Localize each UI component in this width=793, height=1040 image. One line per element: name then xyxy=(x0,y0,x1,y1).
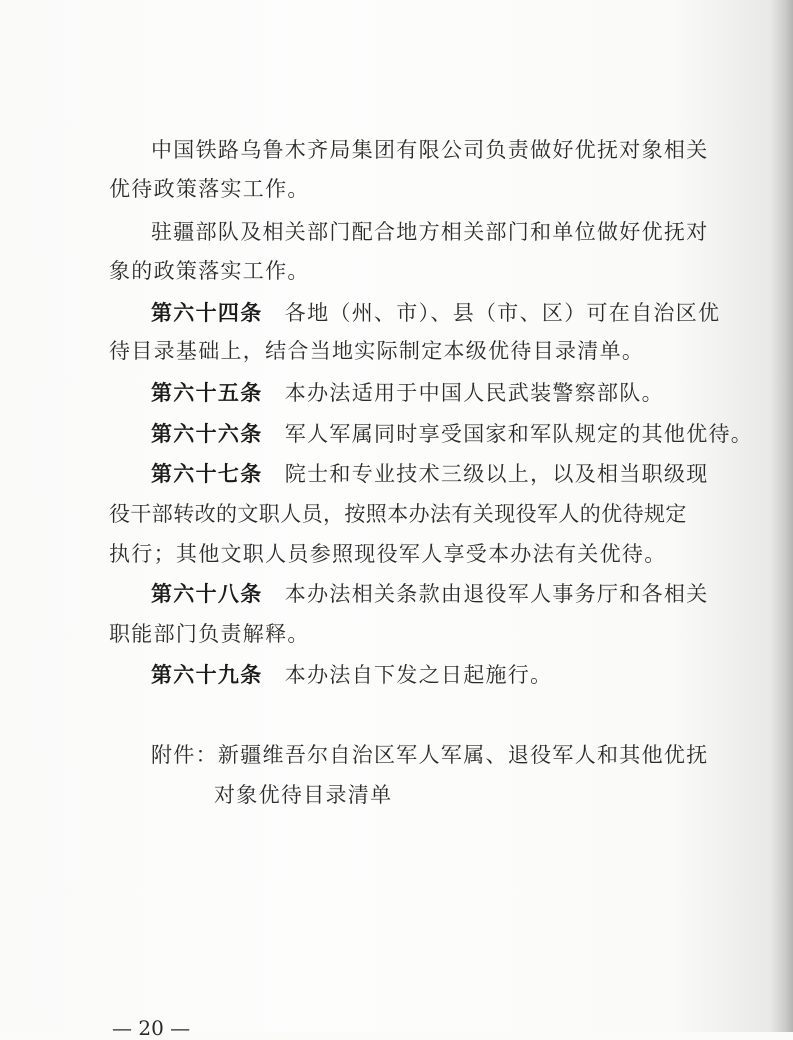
paragraph-line: 中国铁路乌鲁木齐局集团有限公司负责做好优抚对象相关 xyxy=(151,138,709,162)
page-number: — 20 — xyxy=(112,1016,191,1040)
article-65-line xyxy=(151,377,664,407)
article-64-line xyxy=(151,297,720,327)
article-68-heading: 第六十八条 xyxy=(151,581,263,606)
article-66-line xyxy=(151,418,753,448)
paragraph-line: 象的政策落实工作。 xyxy=(109,259,310,283)
article-66-heading: 第六十六条 xyxy=(151,421,263,446)
attachment-line: 附件：新疆维吾尔自治区军人军属、退役军人和其他优抚 xyxy=(151,743,709,767)
article-69-line xyxy=(151,659,552,689)
article-67-text: 院士和专业技术三级以上，以及相当职级现 xyxy=(262,462,709,486)
paragraph-line: 执行；其他文职人员参照现役军人享受本办法有关优待。 xyxy=(109,542,667,566)
article-65-heading: 第六十五条 xyxy=(151,380,263,405)
article-64-text: 各地（州、市）、县（市、区）可在自治区优 xyxy=(262,301,721,325)
article-68-line xyxy=(151,578,709,608)
article-67-line xyxy=(151,458,709,488)
article-69-text: 本办法自下发之日起施行。 xyxy=(262,663,553,687)
paragraph-line: 待目录基础上，结合当地实际制定本级优待目录清单。 xyxy=(109,339,645,363)
attachment-title-continued: 对象优待目录清单 xyxy=(214,783,393,807)
article-65-text: 本办法适用于中国人民武装警察部队。 xyxy=(262,381,664,405)
article-66-text: 军人军属同时享受国家和军队规定的其他优待。 xyxy=(262,422,754,446)
article-64-heading: 第六十四条 xyxy=(151,300,263,325)
page-edge-shadow xyxy=(771,0,793,1032)
article-67-heading: 第六十七条 xyxy=(151,461,263,486)
paragraph-line: 役干部转改的文职人员，按照本办法有关现役军人的优待规定 xyxy=(109,502,687,526)
paragraph-line: 驻疆部队及相关部门配合地方相关部门和单位做好优抚对 xyxy=(151,220,709,244)
article-68-text: 本办法相关条款由退役军人事务厅和各相关 xyxy=(262,582,709,606)
paragraph-line: 职能部门负责解释。 xyxy=(109,622,310,646)
paragraph-line: 优待政策落实工作。 xyxy=(109,177,310,201)
article-69-heading: 第六十九条 xyxy=(151,662,263,687)
